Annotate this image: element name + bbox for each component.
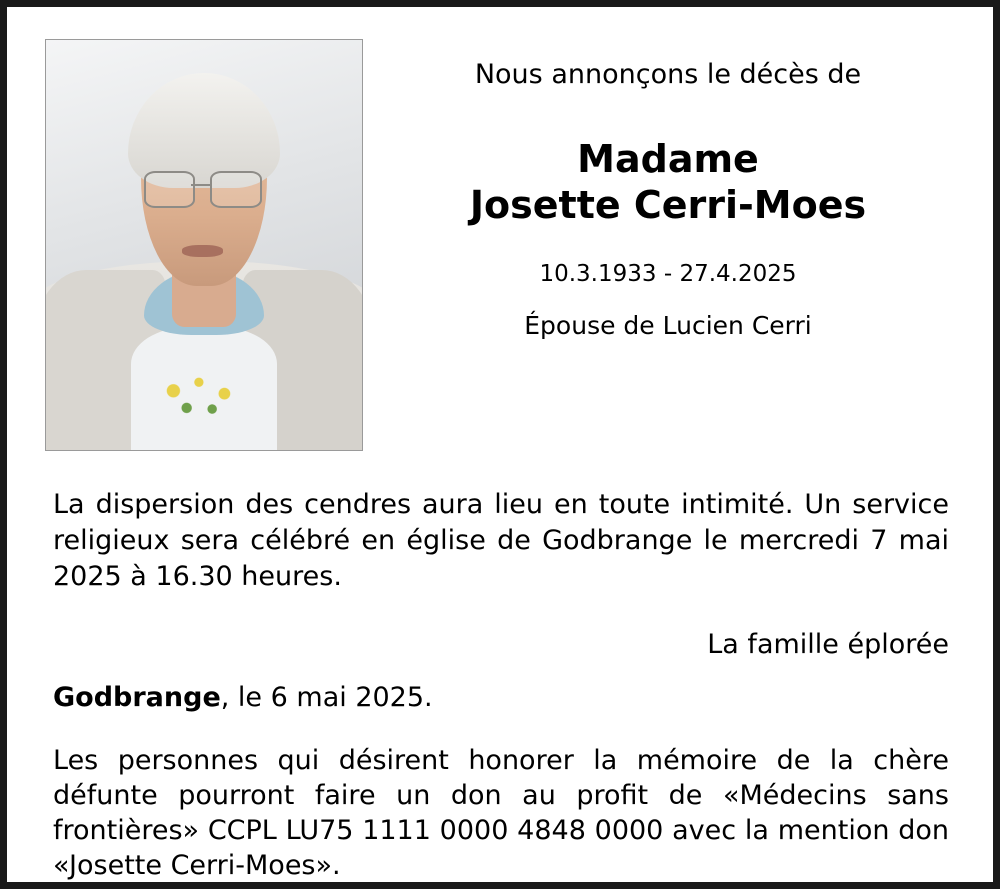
photo-glasses-right-lens bbox=[210, 171, 261, 208]
family-signature: La famille éplorée bbox=[707, 628, 949, 660]
portrait-container bbox=[37, 29, 363, 451]
deceased-name-block bbox=[373, 136, 963, 229]
donation-text: Les personnes qui désirent honorer la mémoire de la chère défunte pourront faire un don au profit de «Médecins sans frontières» CCPL LU75 1111 0000 4848 0000 avec la mention don «Josette Cerri-Moes». bbox=[53, 744, 949, 881]
place-date: , le 6 mai 2025. bbox=[220, 681, 433, 713]
place-and-date-line bbox=[37, 682, 963, 713]
service-details bbox=[37, 487, 963, 595]
life-dates: 10.3.1933 - 27.4.2025 bbox=[539, 260, 797, 287]
photo-glasses-left-lens bbox=[144, 171, 195, 208]
header-text-block bbox=[363, 29, 963, 340]
place-name: Godbrange bbox=[53, 681, 221, 713]
deceased-full-name: Josette Cerri-Moes bbox=[469, 183, 867, 228]
service-text: La dispersion des cendres aura lieu en toute intimité. Un service religieux sera célébré en église de Godbrange le mercredi 7 mai 2025 à 16.30 heures. bbox=[53, 489, 949, 592]
photo-mouth bbox=[182, 245, 223, 257]
spouse-line: Épouse de Lucien Cerri bbox=[524, 310, 812, 340]
announcement-line: Nous annonçons le décès de bbox=[474, 59, 862, 90]
portrait-photo bbox=[45, 39, 363, 451]
donation-block bbox=[37, 743, 963, 883]
photo-floral-pattern bbox=[153, 368, 254, 425]
deceased-title: Madame bbox=[577, 137, 759, 182]
notice-header bbox=[37, 29, 963, 451]
photo-glasses-bridge bbox=[191, 184, 210, 186]
